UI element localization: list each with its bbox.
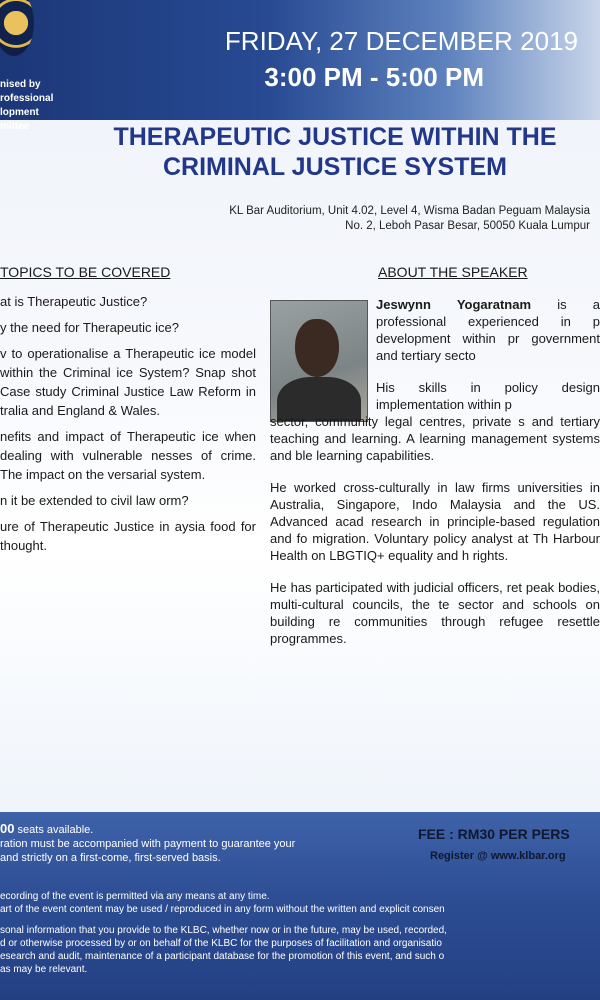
disclaimer-gap xyxy=(0,916,600,924)
topic-item: ure of Therapeutic Justice in aysia food for thought. xyxy=(0,519,256,553)
seats-line xyxy=(0,822,400,837)
seats-info xyxy=(0,822,400,865)
topics-heading: TOPICS TO BE COVERED xyxy=(0,264,171,280)
disclaimer-line: esearch and audit, maintenance of a participant database for the promotion of this event, and such o xyxy=(0,951,445,962)
organiser-line: lopment xyxy=(0,107,39,118)
register-link[interactable]: Register @ www.klbar.org xyxy=(430,850,566,862)
speaker-name: Jeswynn Yogaratnam xyxy=(376,297,532,312)
event-title xyxy=(90,122,580,182)
speaker-para-3: He has participated with judicial officers, ret peak bodies, multi-cultural councils, the te sector and schools on building re communities through refugee resettle programmes. xyxy=(270,580,600,646)
header-band xyxy=(0,0,600,120)
topic-item: y the need for Therapeutic ice? xyxy=(0,320,179,335)
disclaimer-line: sonal information that you provide to the KLBC, whether now or in the future, may be used, recorded, xyxy=(0,925,447,936)
speaker-skills-cont: sector, community legal centres, private s and tertiary teaching and learning. A learning management systems and ble learning capabilities. xyxy=(270,414,600,463)
disclaimer-line: art of the event content may be used / reproduced in any form without the written and explicit consen xyxy=(0,904,445,915)
organiser-line: nised by xyxy=(0,79,41,90)
disclaimer-line: ecording of the event is permitted via any means at any time. xyxy=(0,891,270,902)
disclaimer xyxy=(0,890,600,976)
speaker-para-2: He worked cross-culturally in law firms universities in Australia, Singapore, Indo Malaysia and the US. Advanced acad research in principle-based regulation and fo migration. Voluntary policy analyst at Th Harbour Health on LBGTIQ+ equality and h rights. xyxy=(270,480,600,563)
organiser-credit xyxy=(0,78,70,134)
seats-number: 00 xyxy=(0,821,15,836)
speaker-skills-lead: His skills in policy design implementation within p xyxy=(376,380,600,412)
event-time: 3:00 PM - 5:00 PM xyxy=(264,62,484,92)
organiser-line: rofessional xyxy=(0,93,54,104)
topic-item: v to operationalise a Therapeutic ice model within the Criminal ice System? Snap shot Case study Criminal Justice Law Reform in tralia and England & Wales. xyxy=(0,346,256,418)
topic-item: at is Therapeutic Justice? xyxy=(0,294,148,309)
event-date: FRIDAY, 27 DECEMBER 2019 xyxy=(224,26,578,56)
fee-label: FEE : RM30 PER PERS xyxy=(418,826,570,842)
event-title-line: CRIMINAL JUSTICE SYSTEM xyxy=(162,153,508,181)
venue-line: KL Bar Auditorium, Unit 4.02, Level 4, Wisma Badan Peguam Malaysia xyxy=(229,205,590,217)
seats-line: and strictly on a first-come, first-served basis. xyxy=(0,852,221,864)
speaker-heading: ABOUT THE SPEAKER xyxy=(378,264,528,280)
event-title-line: THERAPEUTIC JUSTICE WITHIN THE xyxy=(113,123,557,151)
speaker-intro xyxy=(376,296,600,364)
topic-item: n it be extended to civil law orm? xyxy=(0,493,189,508)
event-venue xyxy=(80,204,590,234)
disclaimer-line: d or otherwise processed by or on behalf of the KLBC for the purposes of facilitation and organisatio xyxy=(0,938,442,949)
organiser-line: mittee xyxy=(0,121,30,132)
venue-line: No. 2, Leboh Pasar Besar, 50050 Kuala Lumpur xyxy=(345,220,590,232)
topic-item: nefits and impact of Therapeutic ice when dealing with vulnerable nesses of crime. The impact on the versarial system. xyxy=(0,429,256,482)
speaker-bio xyxy=(270,296,600,662)
seats-line: ration must be accompanied with payment to guarantee your xyxy=(0,838,296,850)
seats-text: seats available. xyxy=(14,824,94,836)
speaker-intro-text: is a professional experienced in p development within pr government and tertiary secto xyxy=(376,297,600,363)
disclaimer-line: as may be relevant. xyxy=(0,964,88,975)
topics-list xyxy=(0,292,256,562)
